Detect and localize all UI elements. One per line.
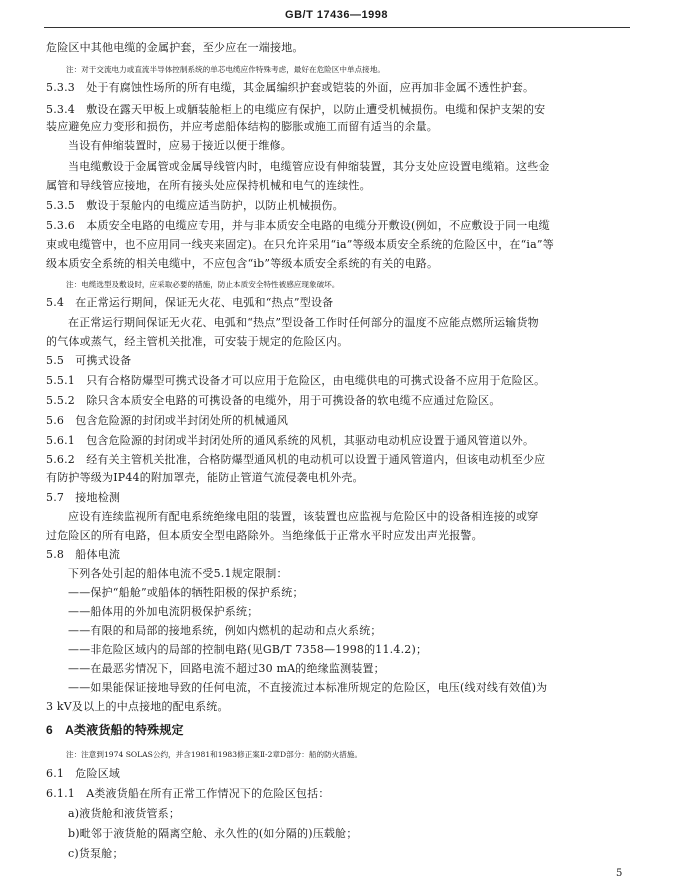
note-line: 注：电缆选型及敷设时，应采取必要的措施，防止本质安全特性被感应现象破坏。: [66, 280, 340, 289]
list-item: ——保护“船舱”或船体的牺牲阳极的保护系统；: [68, 586, 304, 599]
header-rule: [44, 27, 630, 28]
section-6-heading: 6 A类液货船的特殊规定: [46, 723, 184, 737]
clause-5-6-2: 5.6.2 经有关主管机关批准，合格防爆型通风机的电动机可以设置于通风管道内，但该电动机至少应: [46, 453, 546, 466]
text-line: 属管和导线管应接地，在所有接头处应保持机械和电气的连续性。: [46, 179, 371, 192]
clause-5-5-1: 5.5.1 只有合格防爆型可携式设备才可以应用于危险区，由电缆供电的可携式设备不应用于危险区。: [46, 374, 546, 387]
page-number: 5: [616, 868, 623, 879]
text-line: 过危险区的所有电路，但本质安全型电路除外。当绝缘低于正常水平时应发出声光报警。: [46, 529, 483, 542]
text-line: 束或电缆管中，也不应用同一线夹来固定)。在只允许采用“ia”等级本质安全系统的危险区中，在“ia”等: [46, 238, 554, 251]
text-line: 在正常运行期间保证无火花、电弧和“热点”型设备工作时任何部分的温度不应能点燃所运输货物: [68, 316, 539, 329]
list-item: c)货泵舱；: [68, 847, 124, 860]
text-line: 装应避免应力变形和损伤，并应考虑船体结构的膨胀或施工而留有适当的余量。: [46, 120, 438, 133]
text-line: 的气体或蒸气，经主管机关批准，可安装于规定的危险区内。: [46, 335, 349, 348]
note-line: 注：对于交流电力或直流半导体控制系统的单芯电缆应作特殊考虑，最好在危险区中单点接地。: [66, 65, 385, 74]
section-5-4-heading: 5.4 在正常运行期间，保证无火花、电弧和“热点”型设备: [46, 296, 334, 309]
clause-5-3-5: 5.3.5 敷设于泵舱内的电缆应适当防护，以防止机械损伤。: [46, 199, 344, 212]
clause-6-1-1: 6.1.1 A类液货船在所有正常工作情况下的危险区包括：: [46, 787, 330, 800]
list-item: ——有限的和局部的接地系统，例如内燃机的起动和点火系统；: [68, 624, 382, 637]
list-item: b)毗邻于液货舱的隔离空舱、永久性的(如分隔的)压载舱；: [68, 827, 358, 840]
section-6-1-heading: 6.1 危险区域: [46, 767, 121, 780]
note-line: 注：注意到1974 SOLAS公约，并含1981和1983修正案Ⅱ-2章D部分：船的防火措施。: [66, 750, 363, 759]
list-item: ——在最恶劣情况下，回路电流不超过30 mA的绝缘监测装置；: [68, 662, 385, 675]
text-line: 下列各处引起的船体电流不受5.1规定限制：: [68, 567, 288, 580]
section-5-7-heading: 5.7 接地检测: [46, 491, 121, 504]
clause-5-6-1: 5.6.1 包含危险源的封闭或半封闭处所的通风系统的风机，其驱动电动机应设置于通风管道以外。: [46, 434, 535, 447]
text-line: 当设有伸缩装置时，应易于接近以便于维修。: [68, 139, 292, 152]
section-5-5-heading: 5.5 可携式设备: [46, 354, 132, 367]
section-5-8-heading: 5.8 船体电流: [46, 548, 121, 561]
clause-5-3-4: 5.3.4 敷设在露天甲板上或舾装舱柜上的电缆应有保护，以防止遭受机械损伤。电缆和保护支架的安: [46, 103, 546, 116]
text-line: 3 kV及以上的中点接地的配电系统。: [46, 700, 229, 713]
section-5-6-heading: 5.6 包含危险源的封闭或半封闭处所的机械通风: [46, 414, 289, 427]
list-item: ——非危险区域内的局部的控制电路(见GB/T 7358—1998的11.4.2)；: [68, 643, 428, 656]
text-line: 危险区中其他电缆的金属护套，至少应在一端接地。: [46, 41, 304, 54]
text-line: 有防护等级为IP44的附加罩壳，能防止管道气流侵袭电机外壳。: [46, 471, 364, 484]
text-line: 当电缆敷设于金属管或金属导线管内时，电缆管应设有伸缩装置，其分支处应设置电缆箱。这些金: [68, 160, 550, 173]
list-item: a)液货舱和液货管系；: [68, 807, 181, 820]
clause-5-3-6: 5.3.6 本质安全电路的电缆应专用，并与非本质安全电路的电缆分开敷设(例如，不应敷设于同一电缆: [46, 219, 550, 232]
standard-code-header: GB/T 17436—1998: [285, 9, 388, 21]
text-line: 级本质安全系统的相关电缆中，不应包含“ib”等级本质安全系统的有关的电路。: [46, 257, 439, 270]
list-item: ——如果能保证接地导致的任何电流，不直接流过本标准所规定的危险区，电压(线对线有效值)为: [68, 681, 548, 694]
clause-5-3-3: 5.3.3 处于有腐蚀性场所的所有电缆，其金属编织护套或铠装的外面，应再加非金属不透性护套。: [46, 81, 535, 94]
clause-5-5-2: 5.5.2 除只含本质安全电路的可携设备的电缆外，用于可携设备的软电缆不应通过危险区。: [46, 394, 501, 407]
text-line: 应设有连续监视所有配电系统绝缘电阻的装置，该装置也应监视与危险区中的设备相连接的或穿: [68, 510, 539, 523]
list-item: ——船体用的外加电流阴极保护系统；: [68, 605, 259, 618]
